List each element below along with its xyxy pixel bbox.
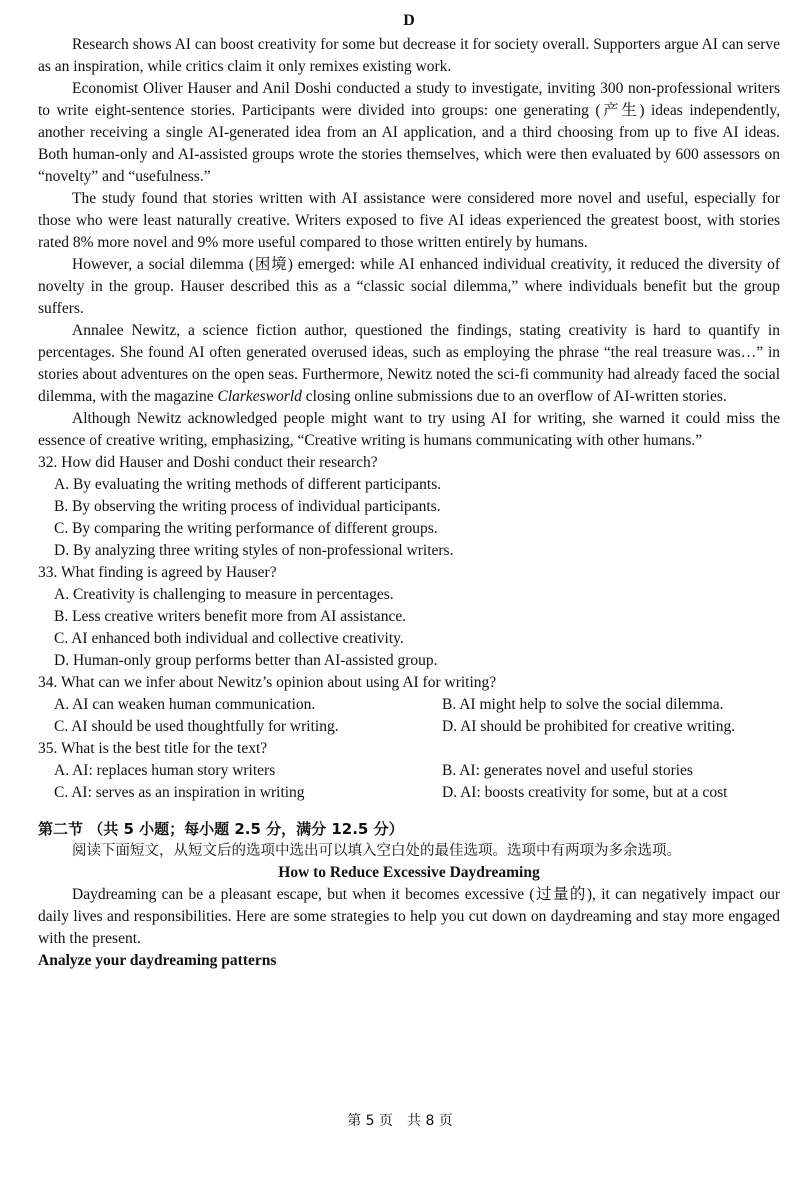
section-2-subheading: Analyze your daydreaming patterns — [38, 952, 277, 969]
option-a: A. AI: replaces human story writers — [54, 762, 276, 779]
question-stem: 32. How did Hauser and Doshi conduct their research? — [38, 454, 378, 471]
passage-paragraph-6: Although Newitz acknowledged people might want to try using AI for writing, she warned it could miss the essence of creative writing, emphasizing, “Creative writing is humans communicating with other humans.” — [38, 410, 780, 449]
question-34 — [38, 672, 780, 738]
option-b: B. AI: generates novel and useful stories — [442, 762, 693, 779]
passage-paragraph-1: Research shows AI can boost creativity for some but decrease it for society overall. Supporters argue AI can serve as an inspiration, while critics claim it only remixes existing work. — [38, 36, 780, 75]
option-c: C. By comparing the writing performance of different groups. — [54, 520, 438, 537]
question-35 — [38, 738, 780, 804]
section-2-heading: 第二节 （共 5 小题；每小题 2.5 分，满分 12.5 分） — [38, 820, 404, 838]
option-d: D. AI: boosts creativity for some, but at a cost — [442, 784, 728, 801]
section-2-instruction: 阅读下面短文，从短文后的选项中选出可以填入空白处的最佳选项。选项中有两项为多余选项。 — [72, 843, 681, 859]
option-a: A. By evaluating the writing methods of different participants. — [54, 476, 442, 493]
section-letter: D — [403, 12, 415, 29]
option-d: D. AI should be prohibited for creative writing. — [442, 718, 736, 735]
option-d: D. Human-only group performs better than AI-assisted group. — [54, 652, 438, 669]
option-b: B. AI might help to solve the social dilemma. — [442, 696, 724, 713]
section-2-title: How to Reduce Excessive Daydreaming — [278, 864, 540, 881]
option-c: C. AI enhanced both individual and collective creativity. — [54, 630, 404, 647]
passage-paragraph-2: Economist Oliver Hauser and Anil Doshi conducted a study to investigate, inviting 300 non-professional writers to write eight-sentence stories. Participants were divided into groups: one generating (产生) ideas independently, another receiving a single AI-generated idea from an AI application, and a third choosing from up to five AI ideas. Both human-only and AI-assisted groups wrote the stories themselves, which were then evaluated by 600 assessors on “novelty” and “usefulness.” — [38, 80, 780, 185]
option-c: C. AI: serves as an inspiration in writing — [54, 784, 305, 801]
option-a: A. AI can weaken human communication. — [54, 696, 316, 713]
option-d: D. By analyzing three writing styles of non-professional writers. — [54, 542, 454, 559]
option-b: B. By observing the writing process of individual participants. — [54, 498, 441, 515]
passage-paragraph-5-part-a: Annalee Newitz, a science fiction author, questioned the findings, stating creativity is hard to quantify in percentages. She found AI often generated overused ideas, such as employing the phrase “the real treasure was…” in stories about adventures on the open seas. Furthermore, Newitz noted the sci-fi community had already faced the social dilemma, with the magazine — [38, 322, 780, 405]
option-b: B. Less creative writers benefit more from AI assistance. — [54, 608, 407, 625]
option-a: A. Creativity is challenging to measure in percentages. — [54, 586, 394, 603]
option-c: C. AI should be used thoughtfully for writing. — [54, 718, 339, 735]
question-stem: 35. What is the best title for the text? — [38, 740, 268, 757]
question-stem: 34. What can we infer about Newitz’s opinion about using AI for writing? — [38, 674, 497, 691]
question-stem: 33. What finding is agreed by Hauser? — [38, 564, 277, 581]
passage-paragraph-3: The study found that stories written with AI assistance were considered more novel and useful, especially for those who were least naturally creative. Writers exposed to five AI ideas experienced the greatest boost, with stories rated 8% more novel and 9% more useful compared to those written entirely by humans. — [38, 190, 780, 251]
question-32 — [38, 452, 780, 562]
page-footer: 第 5 页 共 8 页 — [347, 1113, 453, 1129]
question-33 — [38, 562, 780, 672]
options-grid — [54, 694, 780, 738]
options-grid — [54, 760, 780, 804]
magazine-name: Clarkesworld — [217, 388, 302, 405]
page-content — [38, 10, 780, 972]
passage-paragraph-5-part-b: closing online submissions due to an overflow of AI-written stories. — [301, 388, 727, 405]
section-2-intro: Daydreaming can be a pleasant escape, but when it becomes excessive (过量的), it can negatively impact our daily lives and responsibilities. Here are some strategies to help you cut down on daydreaming and stay more engaged with the present. — [38, 886, 780, 947]
passage-paragraph-4: However, a social dilemma (困境) emerged: while AI enhanced individual creativity, it reduced the diversity of novelty in the group. Hauser described this as a “classic social dilemma,” where individuals benefit but the group suffers. — [38, 256, 780, 317]
passage-paragraph-5 — [38, 320, 780, 408]
